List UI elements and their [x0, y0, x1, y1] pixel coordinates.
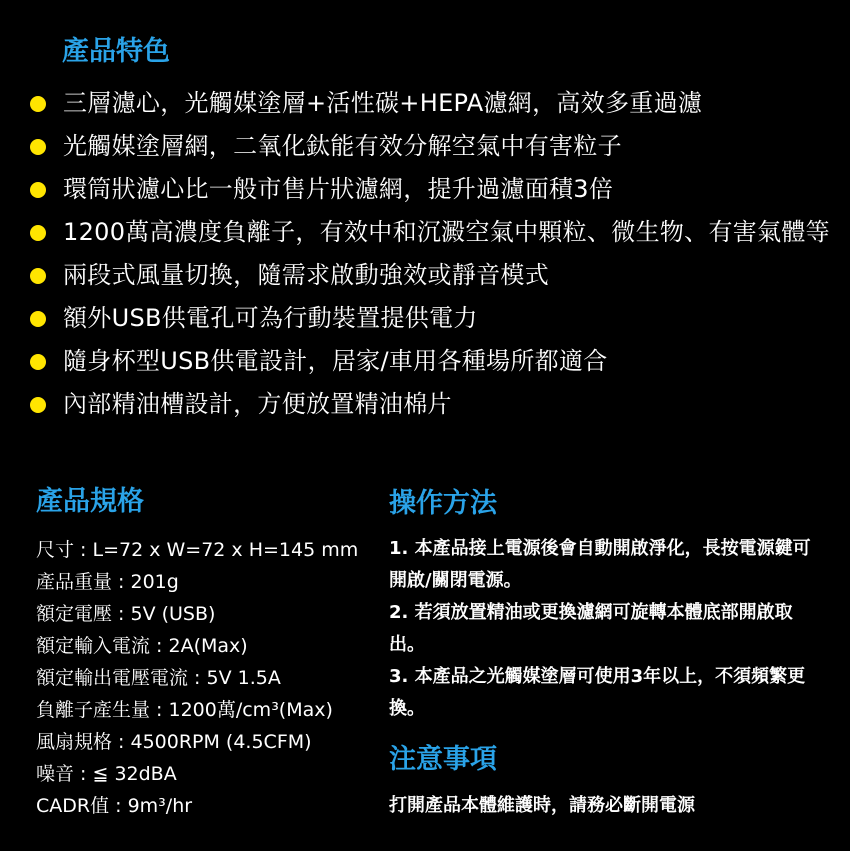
spec-value: 201g — [130, 571, 179, 593]
spec-label: 額定輸出電壓電流 : — [36, 667, 207, 689]
feature-item — [30, 301, 830, 336]
feature-text: 兩段式風量切換，隨需求啟動強效或靜音模式 — [63, 261, 549, 289]
spec-row-ions — [36, 694, 376, 726]
bullet-dot-icon — [30, 268, 46, 284]
bullet-dot-icon — [30, 311, 46, 327]
feature-text: 三層濾心，光觸媒塗層+活性碳+HEPA濾網，高效多重過濾 — [63, 89, 703, 117]
feature-item — [30, 344, 830, 379]
bullet-dot-icon — [30, 96, 46, 112]
feature-text: 光觸媒塗層網，二氧化鈦能有效分解空氣中有害粒子 — [63, 132, 622, 160]
bullet-dot-icon — [30, 354, 46, 370]
spec-label: 負離子產生量 : — [36, 699, 169, 721]
operation-step: 1. 本產品接上電源後會自動開啟淨化，長按電源鍵可開啟/關閉電源。 — [389, 538, 811, 591]
feature-text: 隨身杯型USB供電設計，居家/車用各種場所都適合 — [63, 347, 608, 375]
spec-label: 產品重量 : — [36, 571, 131, 593]
spec-row-noise — [36, 758, 376, 790]
feature-item — [30, 387, 830, 422]
spec-label: 風扇規格 : — [36, 731, 131, 753]
spec-value: ≦ 32dBA — [92, 763, 177, 785]
features-list — [30, 86, 830, 430]
spec-row-input-current — [36, 630, 376, 662]
feature-text: 1200萬高濃度負離子，有效中和沉澱空氣中顆粒、微生物、有害氣體等 — [63, 218, 830, 246]
spec-row-cadr — [36, 790, 376, 822]
features-heading: 產品特色 — [62, 36, 170, 67]
spec-row-weight — [36, 566, 376, 598]
feature-item — [30, 172, 830, 207]
spec-label: 噪音 : — [36, 763, 93, 785]
spec-label: 額定電壓 : — [36, 603, 131, 625]
operation-step: 3. 本產品之光觸媒塗層可使用3年以上，不須頻繁更換。 — [389, 666, 806, 719]
feature-text: 環筒狀濾心比一般市售片狀濾網，提升過濾面積3倍 — [63, 175, 614, 203]
feature-item — [30, 215, 830, 250]
spec-label: CADR值 : — [36, 795, 128, 817]
spec-value: 5V (USB) — [130, 603, 216, 625]
spec-value: 2A(Max) — [168, 635, 248, 657]
spec-row-fan — [36, 726, 376, 758]
feature-text: 額外USB供電孔可為行動裝置提供電力 — [63, 304, 478, 332]
bullet-dot-icon — [30, 139, 46, 155]
operation-step: 2. 若須放置精油或更換濾網可旋轉本體底部開啟取出。 — [389, 602, 793, 655]
specs-heading: 產品規格 — [36, 486, 144, 517]
feature-item — [30, 129, 830, 164]
spec-label: 額定輸入電流 : — [36, 635, 169, 657]
bullet-dot-icon — [30, 225, 46, 241]
specs-list — [36, 534, 376, 822]
feature-text: 內部精油槽設計，方便放置精油棉片 — [63, 390, 452, 418]
spec-value: L=72 x W=72 x H=145 mm — [92, 539, 359, 561]
spec-row-size — [36, 534, 376, 566]
spec-value: 9m³/hr — [127, 795, 193, 817]
spec-value: 5V 1.5A — [206, 667, 281, 689]
spec-label: 尺寸 : — [36, 539, 93, 561]
bullet-dot-icon — [30, 397, 46, 413]
spec-row-voltage — [36, 598, 376, 630]
spec-row-output — [36, 662, 376, 694]
notice-heading: 注意事項 — [389, 744, 497, 775]
operation-list — [389, 533, 819, 725]
feature-item — [30, 86, 830, 121]
operation-heading: 操作方法 — [389, 488, 497, 519]
spec-value: 4500RPM (4.5CFM) — [130, 731, 312, 753]
spec-value: 1200萬/cm³(Max) — [168, 699, 333, 721]
feature-item — [30, 258, 830, 293]
notice-text: 打開產品本體維護時，請務必斷開電源 — [389, 795, 695, 816]
bullet-dot-icon — [30, 182, 46, 198]
